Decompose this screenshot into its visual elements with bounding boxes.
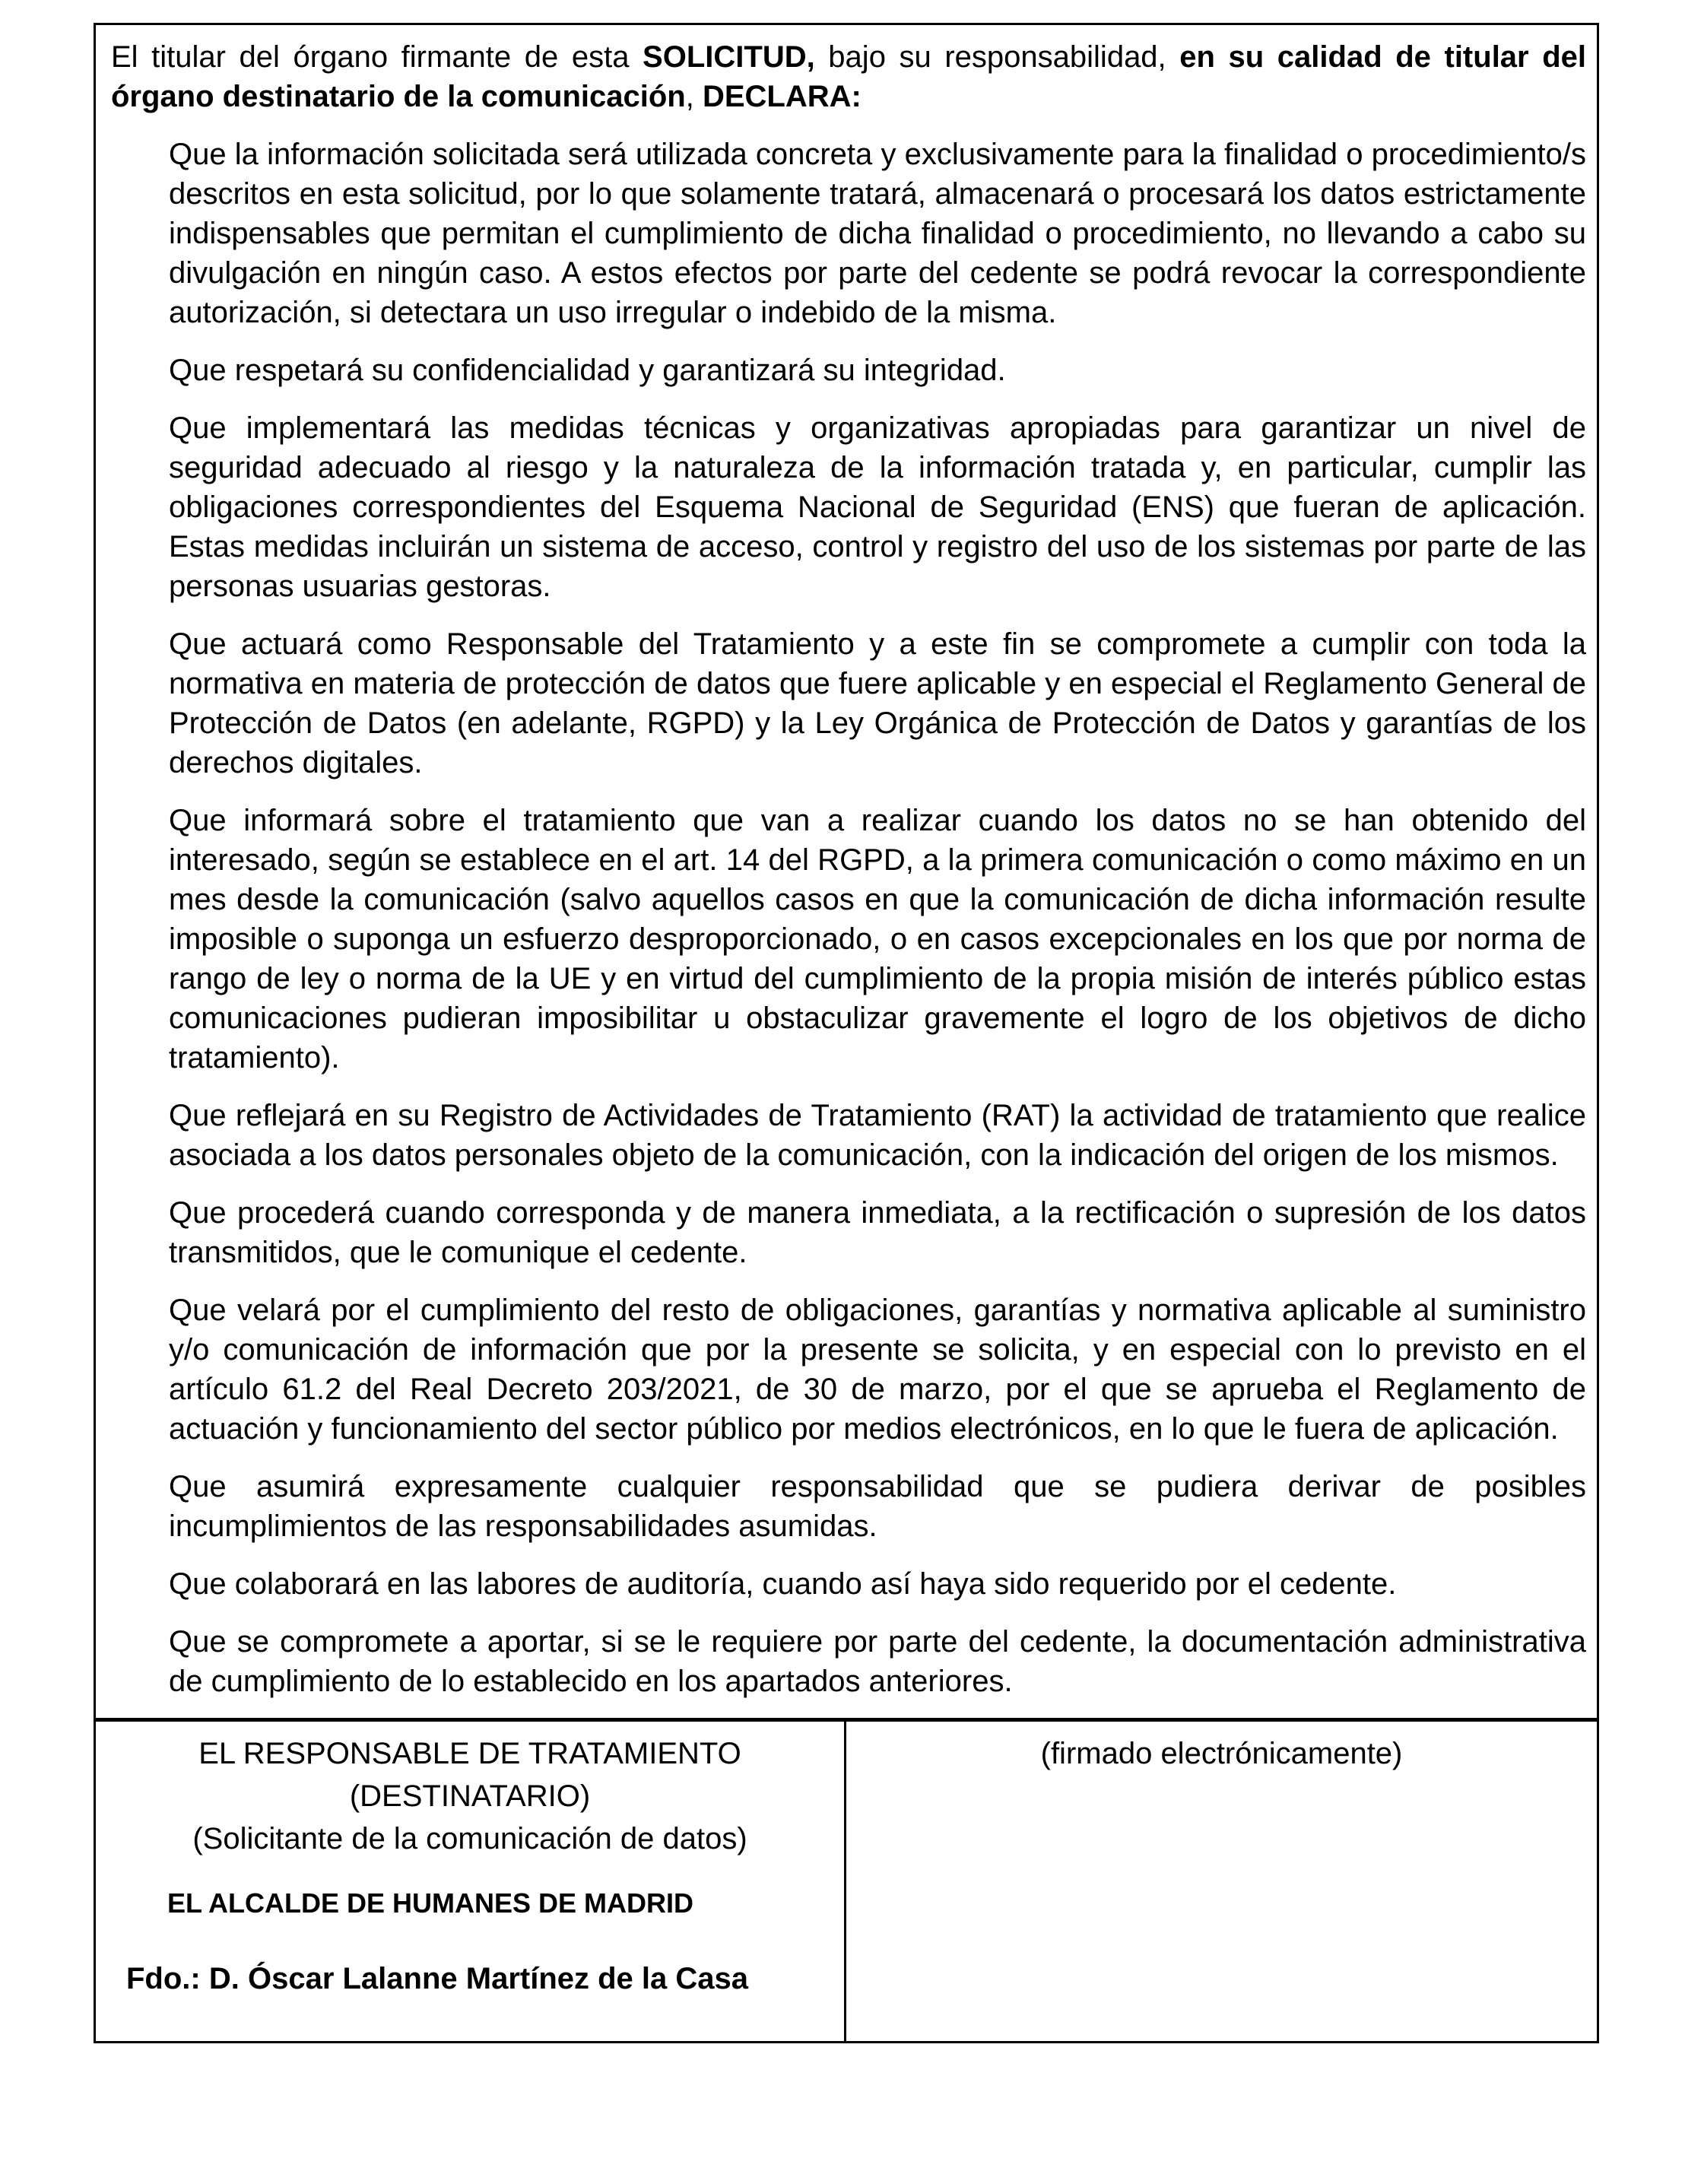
entity-name: EL ALCALDE DE HUMANES DE MADRID <box>167 1887 694 1919</box>
intro-calidad-bold: en su calidad de titular del órgano destinatario de la comunicación <box>111 40 1586 113</box>
intro-declara-bold: DECLARA: <box>702 80 862 113</box>
declaration-item-2: Que respetará su confidencialidad y garantizará su integridad. <box>169 354 1006 387</box>
declaration-item-8: Que velará por el cumplimiento del resto de obligaciones, garantías y normativa aplicable al suministro y/o comunicación de información que por la presente se solicita, y en especial con lo previsto en el artículo 61.2 del Real Decreto 203/2021, de 30 de marzo, por el que se aprueba el Reglamento de actuación y funcionamiento del sector público por medios electrónicos, en lo que le fuera de aplicación. <box>169 1294 1586 1446</box>
declaration-item-10: Que colaborará en las labores de auditoría, cuando así haya sido requerido por el cedente. <box>169 1567 1397 1601</box>
responsible-title: EL RESPONSABLE DE TRATAMIENTO <box>198 1737 741 1770</box>
declaration-box <box>94 23 1599 2043</box>
intro-part-5: , <box>685 80 703 113</box>
destinatario-subtitle: (DESTINATARIO) <box>349 1779 591 1813</box>
intro-solicitud-bold: SOLICITUD, <box>643 40 815 74</box>
declaration-text-section <box>96 25 1597 1718</box>
signature-right-cell <box>846 1722 1597 2041</box>
intro-paragraph <box>111 37 1586 116</box>
declaration-item-7: Que procederá cuando corresponda y de manera inmediata, a la rectificación o supresión de los datos transmitidos, que le comunique el cedente. <box>169 1196 1586 1269</box>
intro-part-1: El titular del órgano firmante de esta <box>111 40 643 74</box>
solicitante-subtitle: (Solicitante de la comunicación de datos) <box>192 1822 747 1855</box>
declaration-item-3: Que implementará las medidas técnicas y organizativas apropiadas para garantizar un nivel de seguridad adecuado al riesgo y la naturaleza de la información tratada y, en particular, cumplir las obligaciones correspondientes del Esquema Nacional de Seguridad (ENS) que fueran de aplicación. Estas medidas incluirán un sistema de acceso, control y registro del uso de los sistemas por parte de las personas usuarias gestoras. <box>169 411 1586 603</box>
intro-part-3: bajo su responsabilidad, <box>814 40 1180 74</box>
declaration-item-6: Que reflejará en su Registro de Actividades de Tratamiento (RAT) la actividad de tratamiento que realice asociada a los datos personales objeto de la comunicación, con la indicación del origen de los mismos. <box>169 1099 1586 1172</box>
signature-table <box>96 1718 1597 2041</box>
declaration-item-9: Que asumirá expresamente cualquier responsabilidad que se pudiera derivar de posibles incumplimientos de las responsabilidades asumidas. <box>169 1470 1586 1543</box>
signer-name: Fdo.: D. Óscar Lalanne Martínez de la Casa <box>126 1962 749 1995</box>
declaration-item-1: Que la información solicitada será utilizada concreta y exclusivamente para la finalidad o procedimiento/s descritos en esta solicitud, por lo que solamente tratará, almacenará o procesará los datos estrictamente indispensables que permitan el cumplimiento de dicha finalidad o procedimiento, no llevando a cabo su divulgación en ningún caso. A estos efectos por parte del cedente se podrá revocar la correspondiente autorización, si detectara un uso irregular o indebido de la misma. <box>169 138 1586 329</box>
declaration-item-5: Que informará sobre el tratamiento que van a realizar cuando los datos no se han obtenido del interesado, según se establece en el art. 14 del RGPD, a la primera comunicación o como máximo en un mes desde la comunicación (salvo aquellos casos en que la comunicación de dicha información resulte imposible o suponga un esfuerzo desproporcionado, o en casos excepcionales en los que por norma de rango de ley o norma de la UE y en virtud del cumplimiento de la propia misión de interés público estas comunicaciones pudieran imposibilitar u obstaculizar gravemente el logro de los objetivos de dicho tratamiento). <box>169 804 1586 1075</box>
declaration-item-4: Que actuará como Responsable del Tratamiento y a este fin se compromete a cumplir con toda la normativa en materia de protección de datos que fuere aplicable y en especial el Reglamento General de Protección de Datos (en adelante, RGPD) y la Ley Orgánica de Protección de Datos y garantías de los derechos digitales. <box>169 627 1586 779</box>
electronic-signature-note: (firmado electrónicamente) <box>1040 1737 1403 1770</box>
signature-left-cell <box>96 1722 846 2041</box>
declaration-item-11: Que se compromete a aportar, si se le requiere por parte del cedente, la documentación administrativa de cumplimiento de lo establecido en los apartados anteriores. <box>169 1625 1586 1698</box>
